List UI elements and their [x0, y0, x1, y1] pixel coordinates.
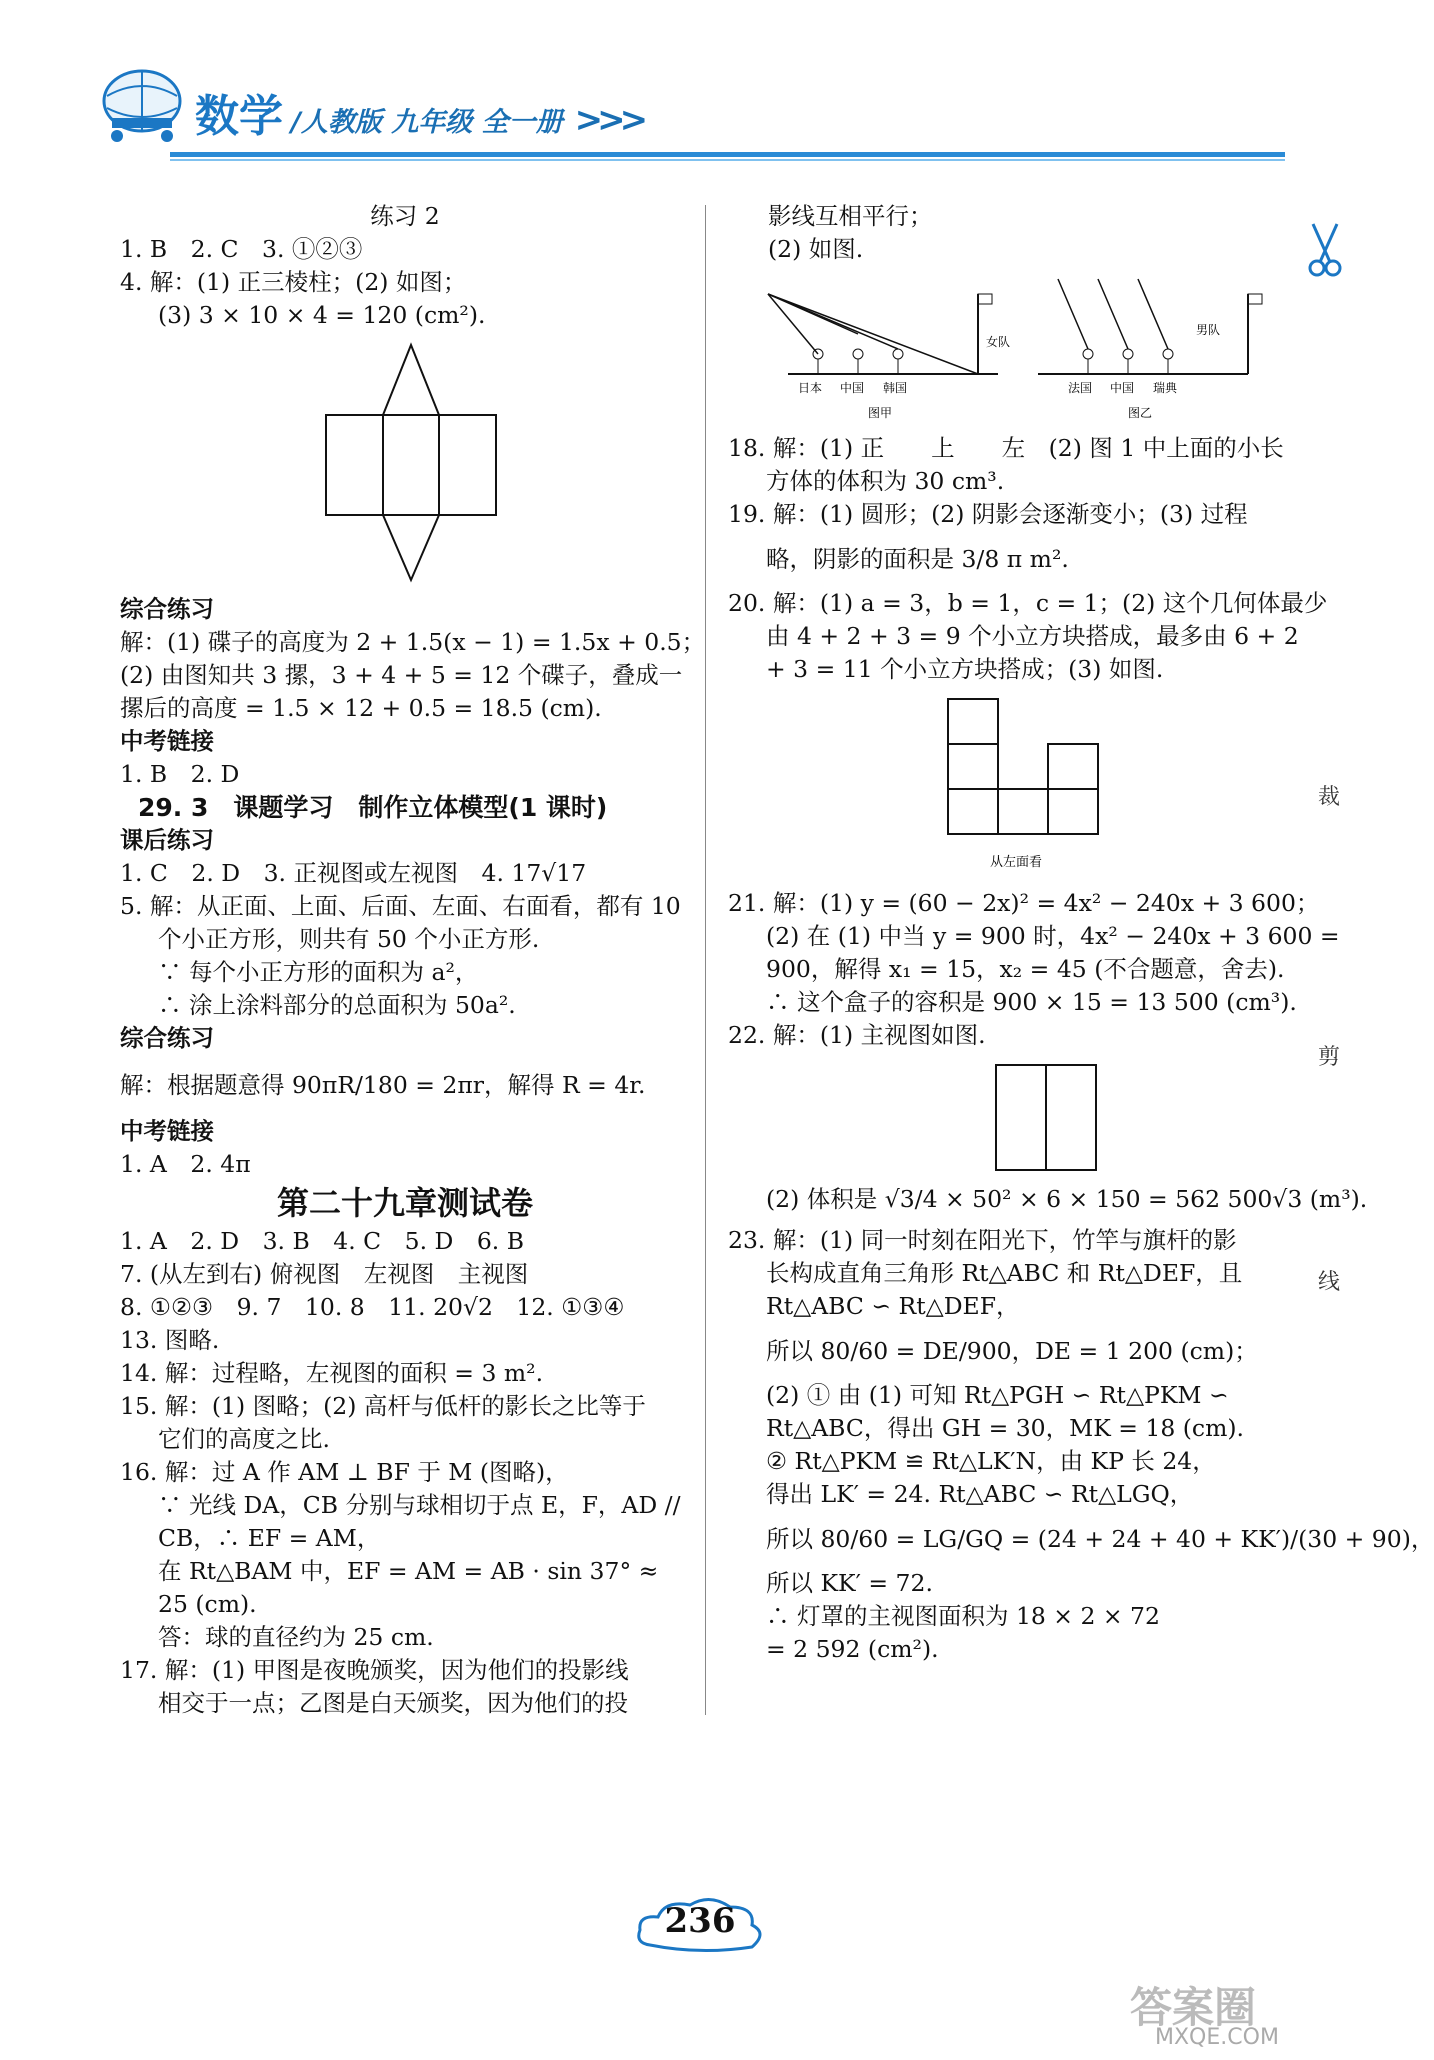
answer-line: 略，阴影的面积是 3/8 π m². [766, 545, 1069, 573]
right-column [728, 200, 1434, 1666]
award-shadow-figure [728, 274, 1288, 424]
answer-line: 21. 解：(1) y = (60 − 2x)² = 4x² − 240x + 3 600； [728, 889, 1320, 917]
side-label-cut: 裁 [1318, 785, 1341, 810]
answer-line: 由 4 + 2 + 3 = 9 个小立方块搭成，最多由 6 + 2 [766, 622, 1299, 650]
answer-line: 所以 80/60 = DE/900，DE = 1 200 (cm)； [766, 1337, 1258, 1365]
answer-line: 在 Rt△BAM 中，EF = AM = AB · sin 37° ≈ [158, 1557, 659, 1585]
answer-line: 影线互相平行； [768, 202, 933, 230]
figure-caption: 图乙 [1128, 406, 1153, 420]
answer-line: 解：根据题意得 90πR/180 = 2πr，解得 R = 4r. [120, 1071, 646, 1099]
answer-line: CB，∴ EF = AM， [158, 1524, 381, 1552]
country-label: 法国 [1068, 381, 1093, 395]
answer-line: ∴ 灯罩的主视图面积为 18 × 2 × 72 [766, 1602, 1160, 1630]
header-rule-thin [170, 159, 1285, 161]
answer-line: (2) ① 由 (1) 可知 Rt△PGH ∽ Rt△PKM ∽ [766, 1381, 1229, 1409]
answer-line: 900，解得 x₁ = 15，x₂ = 45 (不合题意，舍去). [766, 955, 1285, 983]
answer-line: (3) 3 × 10 × 4 = 120 (cm²). [158, 301, 486, 329]
answer-line: (2) 由图知共 3 摞，3 + 4 + 5 = 12 个碟子，叠成一 [120, 661, 683, 689]
answer-line: 它们的高度之比. [158, 1425, 330, 1453]
answer-line: 14. 解：过程略，左视图的面积 = 3 m². [120, 1359, 544, 1387]
section-heading: 中考链接 [120, 727, 214, 755]
country-label: 日本 [798, 381, 823, 395]
answer-line: 所以 80/60 = LG/GQ = (24 + 24 + 40 + KK′)/(30 + 90)， [766, 1525, 1434, 1553]
answer-line: 所以 KK′ = 72. [766, 1569, 933, 1597]
answer-line: 1. A 2. D 3. B 4. C 5. D 6. B [120, 1227, 525, 1255]
side-label-line: 线 [1318, 1270, 1341, 1295]
country-label: 中国 [840, 381, 865, 395]
section-heading: 中考链接 [120, 1117, 214, 1145]
answer-line: 相交于一点；乙图是白天颁奖，因为他们的投 [158, 1689, 628, 1717]
answer-line: (2) 体积是 √3/4 × 50² × 6 × 150 = 562 500√3 (m³). [766, 1185, 1368, 1213]
answer-line: 23. 解：(1) 同一时刻在阳光下，竹竿与旗杆的影 [728, 1226, 1237, 1254]
answer-line: Rt△ABC ∽ Rt△DEF， [766, 1292, 1020, 1320]
section-heading: 综合练习 [120, 595, 214, 623]
answer-line: 1. C 2. D 3. 正视图或左视图 4. 17√17 [120, 859, 587, 887]
figure-caption: 从左面看 [990, 855, 1043, 870]
country-label: 韩国 [883, 381, 908, 395]
answer-line: 长构成直角三角形 Rt△ABC 和 Rt△DEF，且 [766, 1259, 1243, 1287]
answer-line: 19. 解：(1) 圆形；(2) 阴影会逐渐变小；(3) 过程 [728, 500, 1248, 528]
page-number [630, 1885, 770, 1965]
answer-line: 方体的体积为 30 cm³. [766, 467, 1005, 495]
answer-line: 答：球的直径约为 25 cm. [158, 1623, 434, 1651]
answer-line: 4. 解：(1) 正三棱柱；(2) 如图； [120, 268, 467, 296]
answer-line: 16. 解：过 A 作 AM ⊥ BF 于 M (图略)， [120, 1458, 569, 1486]
answer-line: ∵ 光线 DA，CB 分别与球相切于点 E，F，AD // [158, 1491, 681, 1519]
answer-line: 18. 解：(1) 正 上 左 (2) 图 1 中上面的小长 [728, 434, 1284, 462]
answer-line: = 2 592 (cm²). [766, 1635, 939, 1663]
answer-line: 个小正方形，则共有 50 个小正方形. [158, 925, 540, 953]
answer-line: 1. A 2. 4π [120, 1150, 251, 1178]
answer-line: 20. 解：(1) a = 3，b = 1，c = 1；(2) 这个几何体最少 [728, 589, 1328, 617]
side-label-scissor: 剪 [1318, 1045, 1341, 1070]
answer-line: 得出 LK′ = 24. Rt△ABC ∽ Rt△LGQ， [766, 1480, 1194, 1508]
answer-line: ② Rt△PKM ≌ Rt△LK′N，由 KP 长 24， [766, 1447, 1216, 1475]
answer-line: 25 (cm). [158, 1590, 257, 1618]
prism-net-figure [120, 340, 680, 585]
answer-line: Rt△ABC，得出 GH = 30，MK = 18 (cm). [766, 1414, 1245, 1442]
answer-line: 13. 图略. [120, 1326, 220, 1354]
header-rule [170, 152, 1285, 157]
answer-line: (2) 如图. [768, 235, 864, 263]
left-view-figure [728, 694, 1288, 879]
answer-line: 1. B 2. D [120, 760, 240, 788]
answer-line: 22. 解：(1) 主视图如图. [728, 1021, 986, 1049]
edition-label: /人教版 九年级 全一册 [291, 107, 563, 138]
page-header [0, 0, 1352, 200]
answer-line: 1. B 2. C 3. ①②③ [120, 235, 363, 263]
answer-line: ∴ 涂上涂料部分的总面积为 50a². [158, 991, 516, 1019]
answer-line: 7. (从左到右) 俯视图 左视图 主视图 [120, 1260, 529, 1288]
women-team-label: 女队 [986, 335, 1011, 349]
chapter-title: 第二十九章测试卷 [276, 1184, 533, 1222]
chevron-right-icon: >>> [574, 100, 643, 140]
exercise-title: 练习 2 [370, 202, 440, 230]
front-view-figure [728, 1060, 1288, 1175]
men-team-label: 男队 [1196, 323, 1221, 337]
globe-book-logo-icon [92, 56, 192, 146]
left-column [120, 200, 706, 1720]
answer-line: ∴ 这个盒子的容积是 900 × 15 = 13 500 (cm³). [766, 988, 1297, 1016]
subject-title: 数学 [195, 91, 283, 142]
answer-line: 17. 解：(1) 甲图是夜晚颁奖，因为他们的投影线 [120, 1656, 629, 1684]
watermark-logo: 答案圈 [1130, 1983, 1257, 2032]
answer-line: 8. ①②③ 9. 7 10. 8 11. 20√2 12. ①③④ [120, 1293, 625, 1321]
scissors-icon [1305, 220, 1345, 280]
answer-line: 5. 解：从正面、上面、后面、左面、右面看，都有 10 [120, 892, 681, 920]
lesson-title: 29. 3 课题学习 制作立体模型(1 课时) [138, 793, 608, 822]
column-divider [705, 205, 706, 1715]
answer-line: + 3 = 11 个小立方块搭成；(3) 如图. [766, 655, 1164, 683]
answer-line: 摞后的高度 = 1.5 × 12 + 0.5 = 18.5 (cm). [120, 694, 602, 722]
country-label: 中国 [1110, 381, 1135, 395]
watermark-url: MXQE.COM [1155, 2025, 1279, 2050]
answer-line: 解：(1) 碟子的高度为 2 + 1.5(x − 1) = 1.5x + 0.5； [120, 628, 706, 656]
page-number-text: 236 [664, 1901, 736, 1941]
country-label: 瑞典 [1153, 381, 1178, 395]
answer-line: (2) 在 (1) 中当 y = 900 时，4x² − 240x + 3 600 = [766, 922, 1340, 950]
book-title [195, 80, 642, 144]
answer-line: ∵ 每个小正方形的面积为 a²， [158, 958, 479, 986]
section-heading: 综合练习 [120, 1024, 214, 1052]
figure-caption: 图甲 [868, 406, 893, 420]
section-heading: 课后练习 [120, 826, 214, 854]
answer-line: 15. 解：(1) 图略；(2) 高杆与低杆的影长之比等于 [120, 1392, 646, 1420]
